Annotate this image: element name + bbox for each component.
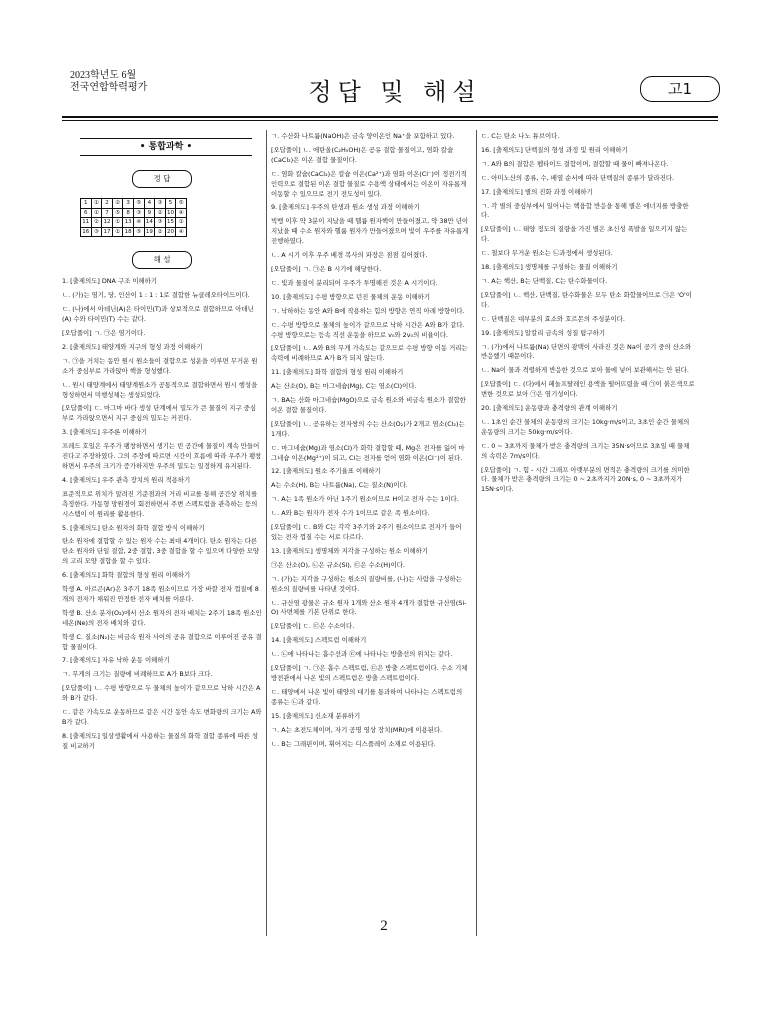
- answer-row: [81, 218, 187, 228]
- answer-choice: ①: [112, 227, 123, 237]
- explanation-line: 학생 B. 산소 분자(O₂)에서 산소 원자의 전자 배치는 2주기 18족 원소인 네온(Ne)의 전자 배치와 같다.: [62, 608, 262, 627]
- explanation-line: ㄷ. 빛과 물질이 분리되어 우주가 투명해진 것은 A 시기이다.: [271, 278, 438, 287]
- explanation-line: ㄱ. 낙하하는 동안 A와 B에 작용하는 힘의 방향은 연직 아래 방향이다.: [271, 306, 465, 315]
- answer-choice: ②: [155, 208, 166, 218]
- answer-choice: ⑤: [112, 208, 123, 218]
- explanation-line: [오답풀이] ㄷ. 마그마 바다 생성 단계에서 밀도가 큰 물질이 지구 중심부로 가라앉으면서 지구 중심의 밀도는 커진다.: [62, 404, 257, 423]
- explanation-line: ㉠은 산소(O), ㉡은 규소(Si), ㉢은 수소(H)이다.: [271, 560, 405, 569]
- explanation-line: ㄱ. (가)에서 나트륨(Na) 단면의 광택이 사라진 것은 Na이 공기 중의 산소와 반응했기 때문이다.: [481, 342, 692, 361]
- explanation-line: [오답풀이] ㄴ. 공유하는 전자쌍의 수는 산소(O₂)가 2개고 염소(Cl₂)는 1개다.: [271, 419, 465, 438]
- answer-choice: ④: [176, 208, 187, 218]
- explanation-line: ㄱ. BA는 산화 마그네슘(MgO)으로 금속 원소와 비금속 원소가 결합한 이온 결합 물질이다.: [271, 396, 466, 414]
- explanation-line: [오답풀이] ㄴ. 태양 정도의 질량을 가진 별은 초신성 폭발을 일으키지 않는다.: [481, 225, 688, 244]
- question-heading: 1. [출제의도] DNA 구조 이해하기: [62, 277, 158, 286]
- explanation-line: ㄱ. (가)는 지각을 구성하는 원소의 질량비를, (나)는 사람을 구성하는 원소의 질량비를 나타낸 것이다.: [271, 574, 462, 593]
- question-number: 9: [144, 208, 155, 218]
- question-heading: 7. [출제의도] 자유 낙하 운동 이해하기: [62, 656, 170, 665]
- explanation-line: 빅뱅 이후 약 3분이 지났을 때 헬륨 원자핵이 만들어졌고, 약 38만 년이 지났을 때 수소 원자와 헬륨 원자가 만들어졌으며 빛이 우주를 자유롭게 진행하였다.: [271, 217, 469, 246]
- answer-choice: ③: [91, 227, 102, 237]
- explanation-line: [오답풀이] ㄷ. (다)에서 페놀프탈레인 용액을 떨어뜨렸을 때 ㉠이 붉은색으로 변한 것으로 보아 ㉠은 염기성이다.: [481, 380, 695, 399]
- question-heading: 12. [출제의도] 원소 주기율표 이해하기: [271, 467, 381, 476]
- explanation-line: ㄱ. 수산화 나트륨(NaOH)은 금속 양이온인 Na⁺을 포함하고 있다.: [271, 132, 455, 140]
- answer-choice: ①: [112, 218, 123, 228]
- explanation-line: [오답풀이] ㄷ. ㉢은 수소이다.: [271, 622, 355, 631]
- question-number: 14: [144, 218, 155, 228]
- question-number: 20: [165, 227, 176, 237]
- page-header: [70, 70, 720, 110]
- question-number: 3: [123, 199, 134, 209]
- answer-row: [81, 227, 187, 237]
- explanation-line: [오답풀이] ㄴ. 에탄올(C₂H₅OH)은 공유 결합 물질이고, 염화 칼슘(CaCl₂)은 이온 결합 물질이다.: [271, 145, 454, 164]
- explanation-line: ㄷ. C는 탄소 나노 튜브이다.: [481, 132, 560, 140]
- column-divider-2: [476, 130, 477, 936]
- explanation-line: ㄷ. 염화 칼슘(CaCl₂)은 칼슘 이온(Ca²⁺)과 염화 이온(Cl⁻)이 정전기적 인력으로 결합된 이온 결합 물질로 수용액 상태에서는 이온이 자유롭게 이동할 수 있으므로 전기 전도성이 있다.: [271, 169, 467, 198]
- explanation-line: ㄱ. 각 별의 중심부에서 일어나는 핵융합 반응을 통해 별은 에너지를 방출한다.: [481, 201, 689, 220]
- explanation-line: [오답풀이] ㄱ. ㉠은 염기이다.: [62, 329, 146, 337]
- answer-row: [81, 208, 187, 218]
- question-number: 15: [165, 218, 176, 228]
- answer-choice: ①: [91, 199, 102, 209]
- explanation-line: ㄷ. (나)에서 아데닌(A)은 타이민(T)과 상보적으로 결합하므로 아데닌(A) 수와 타이민(T) 수는 같다.: [62, 305, 254, 324]
- answer-choice: ③: [133, 208, 144, 218]
- question-heading: 15. [출제의도] 신소재 분류하기: [271, 711, 361, 720]
- answer-choice: ②: [155, 227, 166, 237]
- question-heading: 17. [출제의도] 별의 진화 과정 이해하기: [481, 187, 593, 196]
- explanation-line: 학생 C. 질소(N₂)는 비금속 원자 사이의 공유 결합으로 이루어진 공유 결합 물질이다.: [62, 632, 262, 651]
- explanation-line: [오답풀이] ㄴ. A와 B의 무게 가속도는 같으므로 수평 방향 이동 거리는 속력에 비례하므로 A가 B가 되지 않는다.: [271, 344, 468, 363]
- explanation-line: ㄴ. 규산염 광물은 규소 원자 1개와 산소 원자 4개가 결합한 규산염(Si-O) 사면체를 기본 단위로 한다.: [271, 598, 467, 617]
- header-rule-thin: [62, 120, 718, 121]
- question-number: 18: [123, 227, 134, 237]
- explanation-line: [오답풀이] ㄱ. 힘 - 시간 그래프 아랫부분의 면적은 충격량의 크기를 의미한다. 물체가 받은 충격량의 크기는 0 ~ 2초까지가 20N·s, 0 ~ 3초까지가 15N·s이다.: [481, 465, 690, 494]
- explain-label: 해 설: [132, 251, 192, 269]
- question-heading: 13. [출제의도] 생명체와 지각을 구성하는 원소 이해하기: [271, 546, 428, 555]
- question-heading: 8. [출제의도] 일상생활에서 사용하는 물질의 화학 결합 종류에 따른 성질 비교하기: [62, 731, 259, 750]
- explanation-line: [오답풀이] ㄱ. ㉠은 B 시기에 해당한다.: [271, 264, 382, 273]
- explanation-line: ㄱ. 무게의 크기는 질량에 비례하므로 A가 B보다 크다.: [62, 670, 213, 679]
- column-1: [62, 132, 262, 756]
- question-heading: 9. [출제의도] 우주의 탄생과 원소 생성 과정 이해하기: [271, 203, 420, 212]
- column-3: [481, 132, 695, 499]
- question-number: 19: [144, 227, 155, 237]
- answer-choice: ②: [112, 199, 123, 209]
- question-number: 16: [81, 227, 92, 237]
- question-heading: 20. [출제의도] 운동량과 충격량의 관계 이해하기: [481, 404, 618, 413]
- subject-heading: • 통합과학 •: [80, 138, 252, 156]
- column-2: [271, 132, 469, 753]
- explanation-line: ㄱ. A는 초전도체이며, 자기 공명 영상 장치(MRI)에 이용된다.: [271, 725, 443, 734]
- explanation-line: ㄴ. A와 B는 원자가 전자 수가 1이므로 같은 족 원소이다.: [271, 509, 430, 518]
- question-number: 4: [144, 199, 155, 209]
- header-rule-thick: [62, 116, 718, 118]
- grade-badge: 고1: [640, 76, 720, 102]
- question-heading: 6. [출제의도] 화학 결합의 형성 원리 이해하기: [62, 571, 191, 580]
- question-number: 6: [81, 208, 92, 218]
- explanation-line: ㄴ. 1초인 순간 물체의 운동량의 크기는 10kg·m/s이고, 3초인 순간 물체의 운동량의 크기는 50kg·m/s이다.: [481, 417, 690, 436]
- page-number: 2: [380, 918, 388, 934]
- explanation-line: ㄷ. 태양에서 나온 빛이 태양의 대기를 통과하여 나타나는 스펙트럼의 종류는 ㉡과 같다.: [271, 687, 463, 706]
- explanation-line: 프레드 호일은 우주가 팽창하면서 생기는 빈 공간에 물질이 계속 만들어진다고 주장하였다. 그의 주장에 따르면 시간이 흐름에 따라 우주가 팽창하면서 우주의 크기가 증가하지만 우주의 밀도는 일정하게 유지된다.: [62, 442, 262, 470]
- explanation-line: ㄷ. 아미노산의 종류, 수, 배열 순서에 따라 단백질의 종류가 달라진다.: [481, 173, 675, 182]
- explanation-line: [오답풀이] ㄱ. ㉠은 흡수 스펙트럼, ㉢은 방출 스펙트럼이다. 수소 기체 방전관에서 나온 빛의 스펙트럼은 방출 스펙트럼이다.: [271, 664, 468, 682]
- explanation-line: 학생 A. 아르곤(Ar)은 3주기 18족 원소이므로 가장 바깥 전자 껍질에 8개의 전자가 채워진 안정한 전자 배치를 이룬다.: [62, 585, 259, 603]
- question-heading: 3. [출제의도] 우주론 이해하기: [62, 428, 148, 437]
- answer-choice: ③: [155, 218, 166, 228]
- answer-choice: ⑤: [133, 199, 144, 209]
- question-number: 13: [123, 218, 134, 228]
- explanation-line: [오답풀이] ㄴ. 핵산, 단백질, 탄수화물은 모두 탄소 화합물이므로 ㉠은 'O'이다.: [481, 290, 692, 309]
- answer-table: [80, 198, 187, 237]
- explanation-line: [오답풀이] ㄷ. B와 C는 각각 3주기와 2주기 원소이므로 전자가 들어 있는 전자 껍질 수는 서로 다르다.: [271, 523, 462, 541]
- question-heading: 2. [출제의도] 태양계와 지구의 형성 과정 이해하기: [62, 342, 203, 351]
- explanation-line: ㄷ. 0 ~ 3초까지 물체가 받은 충격량의 크기는 35N·s이므로 3초일 때 물체의 속력은 7m/s이다.: [481, 441, 690, 460]
- answer-label: 정 답: [132, 170, 192, 188]
- question-number: 5: [165, 199, 176, 209]
- page-title: 정답 및 해설: [308, 78, 482, 106]
- answer-choice: ①: [176, 218, 187, 228]
- question-number: 17: [102, 227, 113, 237]
- answer-row: [81, 199, 187, 209]
- explanation-line: ㄴ. (가)는 염기, 당, 인산이 1 : 1 : 1로 결합한 뉴클레오타이드이다.: [62, 291, 250, 300]
- answer-choice: ⑤: [176, 199, 187, 209]
- explanation-list-3: [481, 132, 695, 495]
- exam-name: 전국연합학력평가: [70, 82, 148, 93]
- explanation-line: 탄소 원자에 결합할 수 있는 원자 수는 최대 4개이다. 탄소 원자는 다른 탄소 원자와 단일 결합, 2중 결합, 3중 결합을 할 수 있으며 다양한 모양의 고리 모양 결합을 할 수 있다.: [62, 537, 260, 566]
- explanation-list-2: [271, 132, 469, 749]
- explanation-line: 표준적으로 위치가 알려진 기준점과의 거리 비교를 통해 공간상 위치를 측정한다. 가동형 망원경이 회전하면서 주변 스펙트럼을 관측하는 등의 시스템이 이 원리를 활용한다.: [62, 489, 258, 518]
- question-heading: 16. [출제의도] 단백질의 형성 과정 및 원리 이해하기: [481, 145, 628, 154]
- explanation-line: A는 수소(H), B는 나트륨(Na), C는 질소(N)이다.: [271, 481, 408, 490]
- explanation-line: ㄷ. 같은 가속도로 운동하므로 같은 시간 동안 속도 변화량의 크기는 A와 B가 같다.: [62, 708, 262, 726]
- explanation-line: A는 산소(O), B는 마그네슘(Mg), C는 염소(Cl)이다.: [271, 382, 417, 391]
- explanation-line: [오답풀이] ㄴ. 수평 방향으로 두 물체의 높이가 같으므로 낙하 시간은 A와 B가 같다.: [62, 684, 261, 703]
- answer-choice: ③: [155, 199, 166, 209]
- question-number: 1: [81, 199, 92, 209]
- explanation-list-1: [62, 277, 262, 751]
- answer-choice: ⑤: [133, 227, 144, 237]
- column-divider-1: [266, 130, 267, 936]
- explanation-line: ㄴ. B는 그래핀이며, 휘어지는 디스플레이 소재로 이용된다.: [271, 739, 436, 748]
- answer-choice: ④: [133, 218, 144, 228]
- question-heading: 18. [출제의도] 생명체를 구성하는 물질 이해하기: [481, 263, 618, 272]
- explanation-line: ㄷ. 마그네슘(Mg)과 염소(Cl)가 화학 결합할 때, Mg은 전자를 잃어 마그네슘 이온(Mg²⁺)이 되고, Cl는 전자를 얻어 염화 이온(Cl⁻)이 된다.: [271, 443, 465, 462]
- question-number: 10: [165, 208, 176, 218]
- question-heading: 11. [출제의도] 화학 결합의 형성 원리 이해하기: [271, 368, 404, 377]
- explanation-line: ㄱ. A는 핵산, B는 단백질, C는 탄수화물이다.: [481, 276, 608, 285]
- explanation-line: ㄴ. ㉡에 나타나는 흡수선과 ㉢에 나타나는 방출선의 위치는 같다.: [271, 650, 453, 659]
- question-heading: 4. [출제의도] 우주 관측 장치의 원리 적용하기: [62, 475, 191, 484]
- question-heading: 14. [출제의도] 스펙트럼 이해하기: [271, 636, 367, 645]
- explanation-line: ㄱ. ㉠을 거치는 동안 원시 원소들이 결합으로 성운을 이루면 무거운 원소가 중심부로 가라앉아 핵을 형성했다.: [62, 356, 258, 375]
- explanation-line: ㄴ. A 시기 이후 우주 배경 복사의 파장은 점점 길어졌다.: [271, 251, 428, 260]
- explanation-line: ㄷ. 단백질은 대부분의 효소와 호르몬의 주성분이다.: [481, 314, 625, 323]
- exam-year: 2023학년도 6월: [70, 70, 137, 81]
- question-number: 11: [81, 218, 92, 228]
- explanation-line: ㄷ. 수평 방향으로 물체의 높이가 같으므로 낙하 시간은 A와 B가 같다. 수평 방향으로는 등속 직선 운동을 하므로 v₀와 2v₀의 비율이다.: [271, 320, 465, 339]
- question-heading: 5. [출제의도] 탄소 원자의 화학 결합 방식 이해하기: [62, 523, 205, 532]
- question-number: 2: [102, 199, 113, 209]
- question-number: 12: [102, 218, 113, 228]
- answer-choice: ②: [91, 218, 102, 228]
- answer-choice: ①: [91, 208, 102, 218]
- question-number: 8: [123, 208, 134, 218]
- question-heading: 19. [출제의도] 알칼리 금속의 성질 탐구하기: [481, 328, 606, 337]
- answer-choice: ④: [176, 227, 187, 237]
- explanation-line: ㄱ. A와 B의 결합은 펩타이드 결합이며, 결합할 때 물이 빠져나온다.: [481, 159, 669, 168]
- explanation-line: ㄷ. 철보다 무거운 원소는 ㉡과정에서 생성된다.: [481, 249, 613, 258]
- question-heading: 10. [출제의도] 수평 방향으로 던진 물체의 운동 이해하기: [271, 292, 431, 301]
- explanation-line: ㄴ. Na이 물과 격렬하게 반응한 것으로 보아 물에 넣어 보관해서는 안 된다.: [481, 366, 689, 375]
- explanation-line: ㄴ. 원시 태양계에서 태양계원소가 공통적으로 결합하면서 원시 행성을 형성하면서 미행성체는 생성되었다.: [62, 380, 258, 399]
- explanation-line: ㄱ. A는 1족 원소가 아닌 1주기 원소이므로 H이고 전자 수는 1이다.: [271, 495, 459, 504]
- question-number: 7: [102, 208, 113, 218]
